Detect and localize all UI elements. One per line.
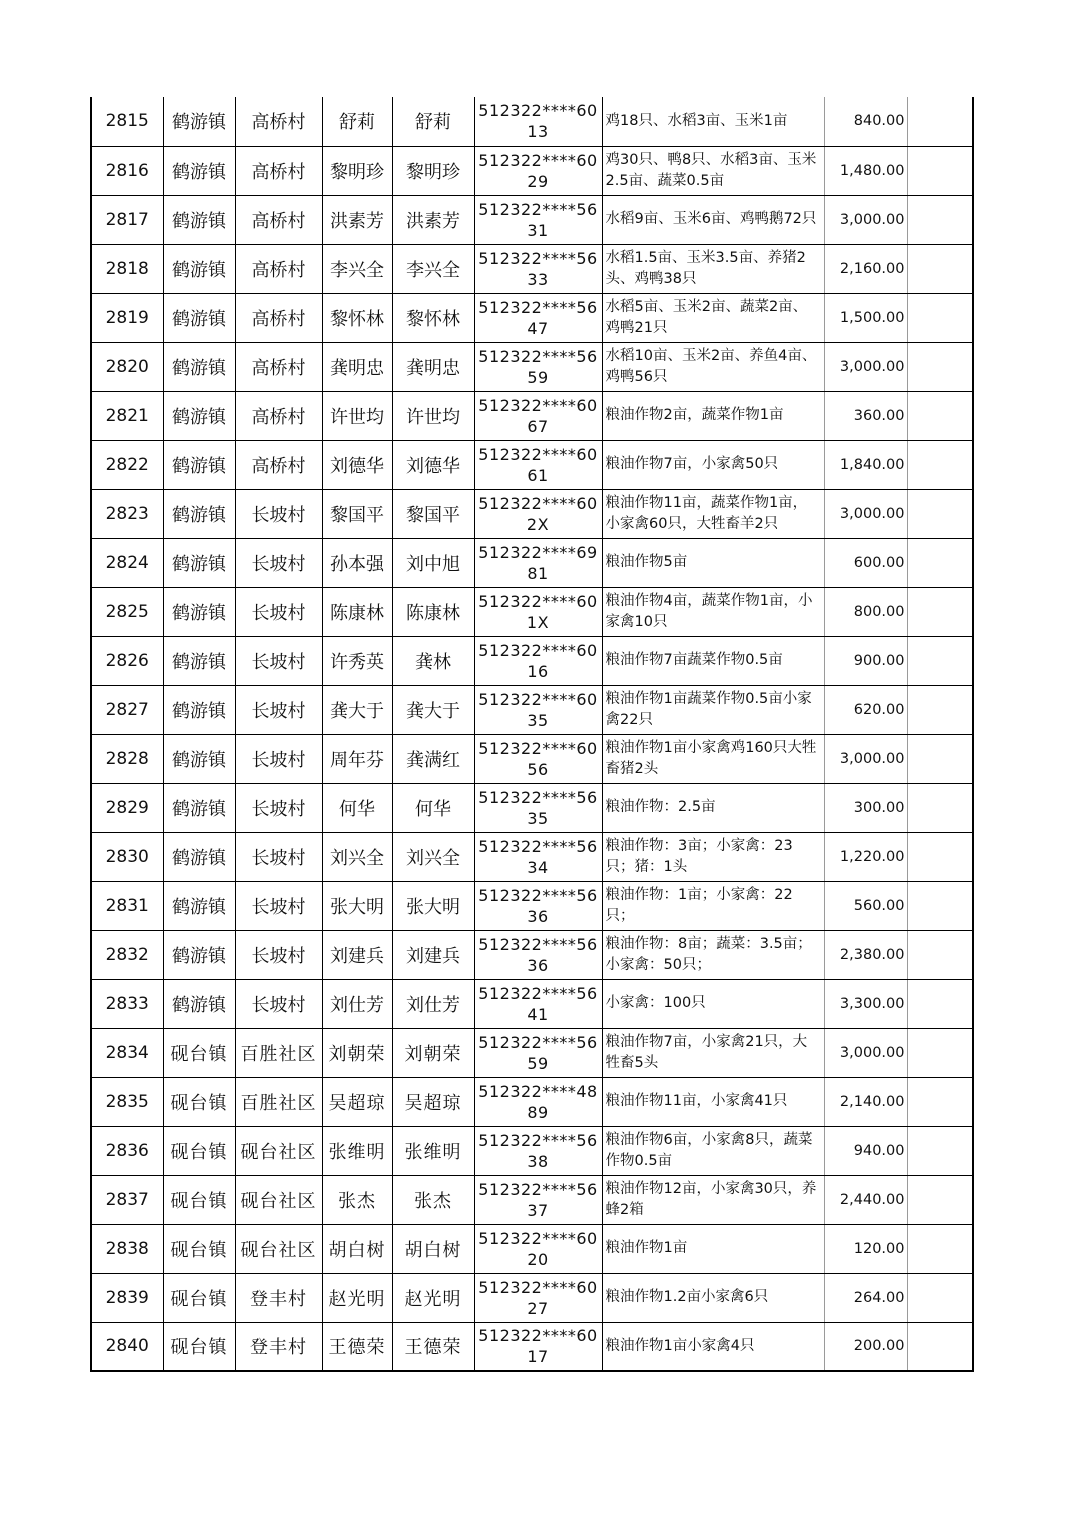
- table-row: [91, 1273, 973, 1322]
- row-number-cell: 2823: [91, 489, 163, 538]
- town-cell: 鹤游镇: [163, 342, 235, 391]
- recipient-name-cell: 张维明: [392, 1126, 474, 1175]
- amount-cell: 120.00: [824, 1224, 907, 1273]
- village-cell: 长坡村: [235, 587, 322, 636]
- row-number-cell: 2815: [91, 97, 163, 146]
- row-number-cell: 2836: [91, 1126, 163, 1175]
- remark-cell: [907, 783, 973, 832]
- remark-cell: [907, 244, 973, 293]
- holder-name-cell: 洪素芳: [322, 195, 392, 244]
- subsidy-item-cell: 粮油作物11亩，蔬菜作物1亩，小家禽60只，大牲畜羊2只: [602, 489, 824, 538]
- subsidy-item-cell: 粮油作物6亩，小家禽8只，蔬菜作物0.5亩: [602, 1126, 824, 1175]
- remark-cell: [907, 342, 973, 391]
- amount-cell: 900.00: [824, 636, 907, 685]
- row-number-cell: 2818: [91, 244, 163, 293]
- holder-name-cell: 孙本强: [322, 538, 392, 587]
- village-cell: 百胜社区: [235, 1077, 322, 1126]
- id-number-cell: 512322****5634: [474, 832, 602, 881]
- table-row: [91, 97, 973, 146]
- holder-name-cell: 龚大于: [322, 685, 392, 734]
- town-cell: 鹤游镇: [163, 783, 235, 832]
- table-row: [91, 685, 973, 734]
- row-number-cell: 2817: [91, 195, 163, 244]
- id-number-cell: 512322****6029: [474, 146, 602, 195]
- holder-name-cell: 王德荣: [322, 1322, 392, 1371]
- id-number-cell: 512322****5631: [474, 195, 602, 244]
- town-cell: 鹤游镇: [163, 146, 235, 195]
- town-cell: 鹤游镇: [163, 293, 235, 342]
- village-cell: 砚台社区: [235, 1175, 322, 1224]
- village-cell: 高桥村: [235, 195, 322, 244]
- village-cell: 长坡村: [235, 636, 322, 685]
- row-number-cell: 2824: [91, 538, 163, 587]
- id-number-cell: 512322****6981: [474, 538, 602, 587]
- table-row: [91, 783, 973, 832]
- town-cell: 鹤游镇: [163, 979, 235, 1028]
- subsidy-item-cell: 粮油作物4亩，蔬菜作物1亩，小家禽10只: [602, 587, 824, 636]
- row-number-cell: 2816: [91, 146, 163, 195]
- town-cell: 鹤游镇: [163, 930, 235, 979]
- town-cell: 砚台镇: [163, 1273, 235, 1322]
- row-number-cell: 2839: [91, 1273, 163, 1322]
- village-cell: 高桥村: [235, 293, 322, 342]
- remark-cell: [907, 1273, 973, 1322]
- id-number-cell: 512322****6013: [474, 97, 602, 146]
- town-cell: 砚台镇: [163, 1126, 235, 1175]
- row-number-cell: 2819: [91, 293, 163, 342]
- table-row: [91, 146, 973, 195]
- village-cell: 砚台社区: [235, 1224, 322, 1273]
- amount-cell: 2,380.00: [824, 930, 907, 979]
- holder-name-cell: 黎国平: [322, 489, 392, 538]
- holder-name-cell: 陈康林: [322, 587, 392, 636]
- id-number-cell: 512322****5636: [474, 930, 602, 979]
- subsidy-table: [90, 97, 974, 1372]
- holder-name-cell: 许秀英: [322, 636, 392, 685]
- remark-cell: [907, 146, 973, 195]
- row-number-cell: 2825: [91, 587, 163, 636]
- amount-cell: 1,840.00: [824, 440, 907, 489]
- holder-name-cell: 张大明: [322, 881, 392, 930]
- amount-cell: 3,000.00: [824, 734, 907, 783]
- recipient-name-cell: 刘德华: [392, 440, 474, 489]
- recipient-name-cell: 陈康林: [392, 587, 474, 636]
- id-number-cell: 512322****6035: [474, 685, 602, 734]
- holder-name-cell: 赵光明: [322, 1273, 392, 1322]
- table-row: [91, 293, 973, 342]
- id-number-cell: 512322****5638: [474, 1126, 602, 1175]
- remark-cell: [907, 440, 973, 489]
- id-number-cell: 512322****4889: [474, 1077, 602, 1126]
- recipient-name-cell: 刘朝荣: [392, 1028, 474, 1077]
- town-cell: 砚台镇: [163, 1322, 235, 1371]
- recipient-name-cell: 洪素芳: [392, 195, 474, 244]
- subsidy-item-cell: 粮油作物：8亩；蔬菜：3.5亩；小家禽：50只；: [602, 930, 824, 979]
- row-number-cell: 2840: [91, 1322, 163, 1371]
- subsidy-item-cell: 鸡30只、鸭8只、水稻3亩、玉米2.5亩、蔬菜0.5亩: [602, 146, 824, 195]
- remark-cell: [907, 1028, 973, 1077]
- holder-name-cell: 许世均: [322, 391, 392, 440]
- holder-name-cell: 刘朝荣: [322, 1028, 392, 1077]
- subsidy-item-cell: 粮油作物1亩蔬菜作物0.5亩小家禽22只: [602, 685, 824, 734]
- subsidy-item-cell: 粮油作物1亩小家禽鸡160只大牲畜猪2头: [602, 734, 824, 783]
- town-cell: 鹤游镇: [163, 391, 235, 440]
- amount-cell: 3,000.00: [824, 1028, 907, 1077]
- row-number-cell: 2820: [91, 342, 163, 391]
- id-number-cell: 512322****5637: [474, 1175, 602, 1224]
- village-cell: 长坡村: [235, 489, 322, 538]
- recipient-name-cell: 龚明忠: [392, 342, 474, 391]
- recipient-name-cell: 刘仕芳: [392, 979, 474, 1028]
- table-row: [91, 1322, 973, 1371]
- town-cell: 鹤游镇: [163, 881, 235, 930]
- recipient-name-cell: 王德荣: [392, 1322, 474, 1371]
- recipient-name-cell: 龚满红: [392, 734, 474, 783]
- table-row: [91, 636, 973, 685]
- village-cell: 高桥村: [235, 146, 322, 195]
- table-row: [91, 734, 973, 783]
- amount-cell: 3,000.00: [824, 342, 907, 391]
- table-row: [91, 1175, 973, 1224]
- remark-cell: [907, 979, 973, 1028]
- village-cell: 登丰村: [235, 1273, 322, 1322]
- holder-name-cell: 张杰: [322, 1175, 392, 1224]
- row-number-cell: 2822: [91, 440, 163, 489]
- subsidy-item-cell: 粮油作物1亩小家禽4只: [602, 1322, 824, 1371]
- village-cell: 高桥村: [235, 342, 322, 391]
- id-number-cell: 512322****6056: [474, 734, 602, 783]
- town-cell: 鹤游镇: [163, 489, 235, 538]
- amount-cell: 3,000.00: [824, 195, 907, 244]
- village-cell: 长坡村: [235, 832, 322, 881]
- holder-name-cell: 周年芬: [322, 734, 392, 783]
- id-number-cell: 512322****5641: [474, 979, 602, 1028]
- table-row: [91, 832, 973, 881]
- row-number-cell: 2828: [91, 734, 163, 783]
- id-number-cell: 512322****6061: [474, 440, 602, 489]
- amount-cell: 2,140.00: [824, 1077, 907, 1126]
- remark-cell: [907, 1077, 973, 1126]
- village-cell: 高桥村: [235, 97, 322, 146]
- village-cell: 高桥村: [235, 244, 322, 293]
- recipient-name-cell: 刘中旭: [392, 538, 474, 587]
- table-row: [91, 1028, 973, 1077]
- remark-cell: [907, 587, 973, 636]
- remark-cell: [907, 1322, 973, 1371]
- recipient-name-cell: 李兴全: [392, 244, 474, 293]
- recipient-name-cell: 张大明: [392, 881, 474, 930]
- subsidy-item-cell: 粮油作物7亩，小家禽50只: [602, 440, 824, 489]
- village-cell: 长坡村: [235, 881, 322, 930]
- table-body: [91, 97, 973, 1371]
- subsidy-item-cell: 粮油作物1.2亩小家禽6只: [602, 1273, 824, 1322]
- subsidy-item-cell: 水稻5亩、玉米2亩、蔬菜2亩、鸡鸭21只: [602, 293, 824, 342]
- id-number-cell: 512322****602X: [474, 489, 602, 538]
- village-cell: 登丰村: [235, 1322, 322, 1371]
- holder-name-cell: 刘建兵: [322, 930, 392, 979]
- row-number-cell: 2837: [91, 1175, 163, 1224]
- recipient-name-cell: 龚林: [392, 636, 474, 685]
- holder-name-cell: 张维明: [322, 1126, 392, 1175]
- id-number-cell: 512322****5647: [474, 293, 602, 342]
- remark-cell: [907, 1224, 973, 1273]
- remark-cell: [907, 636, 973, 685]
- remark-cell: [907, 881, 973, 930]
- row-number-cell: 2830: [91, 832, 163, 881]
- town-cell: 鹤游镇: [163, 440, 235, 489]
- amount-cell: 3,000.00: [824, 489, 907, 538]
- table-row: [91, 244, 973, 293]
- subsidy-item-cell: 水稻10亩、玉米2亩、养鱼4亩、鸡鸭56只: [602, 342, 824, 391]
- table-row: [91, 1224, 973, 1273]
- subsidy-item-cell: 小家禽：100只: [602, 979, 824, 1028]
- remark-cell: [907, 685, 973, 734]
- town-cell: 砚台镇: [163, 1175, 235, 1224]
- remark-cell: [907, 832, 973, 881]
- town-cell: 鹤游镇: [163, 734, 235, 783]
- table-row: [91, 489, 973, 538]
- id-number-cell: 512322****6027: [474, 1273, 602, 1322]
- table-row: [91, 979, 973, 1028]
- amount-cell: 800.00: [824, 587, 907, 636]
- town-cell: 鹤游镇: [163, 244, 235, 293]
- row-number-cell: 2834: [91, 1028, 163, 1077]
- amount-cell: 1,500.00: [824, 293, 907, 342]
- subsidy-item-cell: 水稻9亩、玉米6亩、鸡鸭鹅72只: [602, 195, 824, 244]
- table-row: [91, 587, 973, 636]
- remark-cell: [907, 734, 973, 783]
- holder-name-cell: 刘仕芳: [322, 979, 392, 1028]
- village-cell: 长坡村: [235, 979, 322, 1028]
- table-row: [91, 440, 973, 489]
- holder-name-cell: 黎明珍: [322, 146, 392, 195]
- village-cell: 百胜社区: [235, 1028, 322, 1077]
- subsidy-item-cell: 粮油作物12亩，小家禽30只，养蜂2箱: [602, 1175, 824, 1224]
- recipient-name-cell: 许世均: [392, 391, 474, 440]
- amount-cell: 3,300.00: [824, 979, 907, 1028]
- id-number-cell: 512322****6067: [474, 391, 602, 440]
- holder-name-cell: 何华: [322, 783, 392, 832]
- amount-cell: 600.00: [824, 538, 907, 587]
- remark-cell: [907, 1175, 973, 1224]
- holder-name-cell: 刘德华: [322, 440, 392, 489]
- town-cell: 鹤游镇: [163, 97, 235, 146]
- table-row: [91, 391, 973, 440]
- remark-cell: [907, 293, 973, 342]
- amount-cell: 840.00: [824, 97, 907, 146]
- subsidy-item-cell: 粮油作物7亩，小家禽21只，大牲畜5头: [602, 1028, 824, 1077]
- town-cell: 鹤游镇: [163, 195, 235, 244]
- subsidy-item-cell: 粮油作物1亩: [602, 1224, 824, 1273]
- remark-cell: [907, 97, 973, 146]
- subsidy-item-cell: 粮油作物：3亩；小家禽：23只；猪：1头: [602, 832, 824, 881]
- table-row: [91, 195, 973, 244]
- holder-name-cell: 舒莉: [322, 97, 392, 146]
- subsidy-item-cell: 粮油作物2亩，蔬菜作物1亩: [602, 391, 824, 440]
- village-cell: 高桥村: [235, 440, 322, 489]
- row-number-cell: 2827: [91, 685, 163, 734]
- remark-cell: [907, 538, 973, 587]
- row-number-cell: 2832: [91, 930, 163, 979]
- recipient-name-cell: 龚大于: [392, 685, 474, 734]
- subsidy-item-cell: 粮油作物：1亩；小家禽：22只；: [602, 881, 824, 930]
- recipient-name-cell: 黎国平: [392, 489, 474, 538]
- amount-cell: 560.00: [824, 881, 907, 930]
- row-number-cell: 2831: [91, 881, 163, 930]
- remark-cell: [907, 930, 973, 979]
- table-row: [91, 1077, 973, 1126]
- table-row: [91, 930, 973, 979]
- town-cell: 鹤游镇: [163, 832, 235, 881]
- amount-cell: 360.00: [824, 391, 907, 440]
- row-number-cell: 2826: [91, 636, 163, 685]
- town-cell: 鹤游镇: [163, 538, 235, 587]
- amount-cell: 1,480.00: [824, 146, 907, 195]
- holder-name-cell: 胡白树: [322, 1224, 392, 1273]
- town-cell: 砚台镇: [163, 1077, 235, 1126]
- town-cell: 鹤游镇: [163, 587, 235, 636]
- recipient-name-cell: 黎明珍: [392, 146, 474, 195]
- subsidy-item-cell: 粮油作物5亩: [602, 538, 824, 587]
- recipient-name-cell: 吴超琼: [392, 1077, 474, 1126]
- remark-cell: [907, 195, 973, 244]
- town-cell: 砚台镇: [163, 1028, 235, 1077]
- id-number-cell: 512322****601X: [474, 587, 602, 636]
- recipient-name-cell: 黎怀林: [392, 293, 474, 342]
- row-number-cell: 2833: [91, 979, 163, 1028]
- recipient-name-cell: 刘兴全: [392, 832, 474, 881]
- holder-name-cell: 吴超琼: [322, 1077, 392, 1126]
- table-row: [91, 538, 973, 587]
- amount-cell: 1,220.00: [824, 832, 907, 881]
- village-cell: 长坡村: [235, 783, 322, 832]
- town-cell: 鹤游镇: [163, 685, 235, 734]
- table-row: [91, 881, 973, 930]
- recipient-name-cell: 何华: [392, 783, 474, 832]
- subsidy-item-cell: 鸡18只、水稻3亩、玉米1亩: [602, 97, 824, 146]
- town-cell: 砚台镇: [163, 1224, 235, 1273]
- subsidy-item-cell: 粮油作物：2.5亩: [602, 783, 824, 832]
- village-cell: 长坡村: [235, 734, 322, 783]
- amount-cell: 620.00: [824, 685, 907, 734]
- id-number-cell: 512322****5635: [474, 783, 602, 832]
- holder-name-cell: 李兴全: [322, 244, 392, 293]
- amount-cell: 264.00: [824, 1273, 907, 1322]
- village-cell: 长坡村: [235, 538, 322, 587]
- recipient-name-cell: 赵光明: [392, 1273, 474, 1322]
- remark-cell: [907, 489, 973, 538]
- id-number-cell: 512322****5633: [474, 244, 602, 293]
- recipient-name-cell: 舒莉: [392, 97, 474, 146]
- amount-cell: 200.00: [824, 1322, 907, 1371]
- id-number-cell: 512322****6017: [474, 1322, 602, 1371]
- amount-cell: 2,160.00: [824, 244, 907, 293]
- recipient-name-cell: 张杰: [392, 1175, 474, 1224]
- id-number-cell: 512322****5659: [474, 1028, 602, 1077]
- id-number-cell: 512322****6016: [474, 636, 602, 685]
- village-cell: 长坡村: [235, 930, 322, 979]
- table-row: [91, 342, 973, 391]
- id-number-cell: 512322****5659: [474, 342, 602, 391]
- recipient-name-cell: 刘建兵: [392, 930, 474, 979]
- subsidy-item-cell: 粮油作物11亩，小家禽41只: [602, 1077, 824, 1126]
- subsidy-item-cell: 水稻1.5亩、玉米3.5亩、养猪2头、鸡鸭38只: [602, 244, 824, 293]
- recipient-name-cell: 胡白树: [392, 1224, 474, 1273]
- id-number-cell: 512322****6020: [474, 1224, 602, 1273]
- holder-name-cell: 刘兴全: [322, 832, 392, 881]
- town-cell: 鹤游镇: [163, 636, 235, 685]
- table-row: [91, 1126, 973, 1175]
- village-cell: 砚台社区: [235, 1126, 322, 1175]
- row-number-cell: 2829: [91, 783, 163, 832]
- row-number-cell: 2821: [91, 391, 163, 440]
- row-number-cell: 2838: [91, 1224, 163, 1273]
- subsidy-item-cell: 粮油作物7亩蔬菜作物0.5亩: [602, 636, 824, 685]
- holder-name-cell: 黎怀林: [322, 293, 392, 342]
- holder-name-cell: 龚明忠: [322, 342, 392, 391]
- row-number-cell: 2835: [91, 1077, 163, 1126]
- amount-cell: 300.00: [824, 783, 907, 832]
- amount-cell: 2,440.00: [824, 1175, 907, 1224]
- village-cell: 高桥村: [235, 391, 322, 440]
- remark-cell: [907, 391, 973, 440]
- id-number-cell: 512322****5636: [474, 881, 602, 930]
- village-cell: 长坡村: [235, 685, 322, 734]
- remark-cell: [907, 1126, 973, 1175]
- amount-cell: 940.00: [824, 1126, 907, 1175]
